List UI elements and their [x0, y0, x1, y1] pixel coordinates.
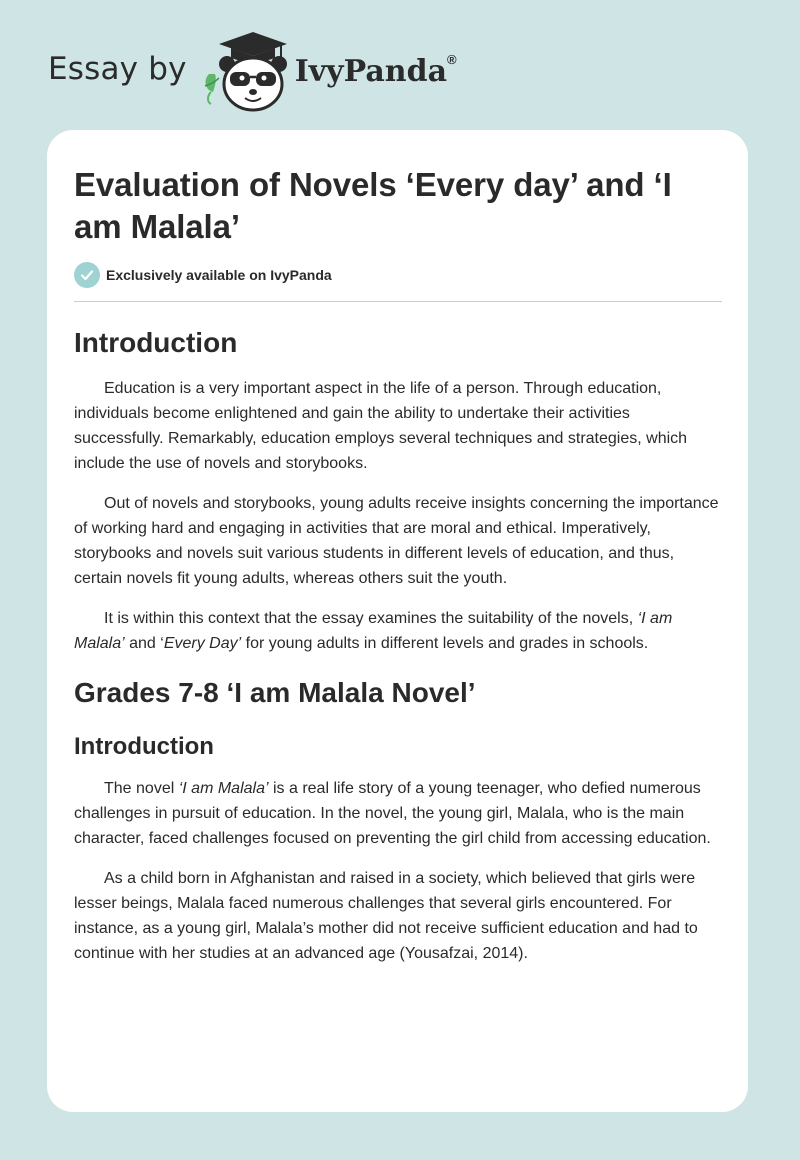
essay-by-label: Essay by [48, 51, 187, 87]
site-header [48, 30, 457, 114]
exclusive-badge [74, 262, 722, 288]
paragraph: It is within this context that the essay examines the suitability of the novels, ‘I am Malala’ and ‘Every Day’ for young adults in different levels and grades in schools. [74, 610, 673, 652]
subheading-introduction: Introduction [74, 733, 214, 760]
paragraph: The novel ‘I am Malala’ is a real life story of a young teenager, who defied numerous challenges in pursuit of education. In the novel, the young girl, Malala, who is the main character, faced challenges focused on preventing the girl child from accessing education. [74, 780, 711, 847]
article-card [47, 130, 748, 1112]
paragraph: Out of novels and storybooks, young adults receive insights concerning the importance of working hard and engaging in activities that are moral and ethical. Imperatively, storybooks and novels suit various students in different levels of education, and thus, certain novels fit young adults, whereas others suit the youth. [74, 495, 719, 587]
badge-text: Exclusively available on IvyPanda [106, 267, 332, 283]
divider [74, 301, 722, 302]
section-heading-grades: Grades 7-8 ‘I am Malala Novel’ [74, 677, 476, 708]
article-title: Evaluation of Novels ‘Every day’ and ‘I am Malala’ [74, 166, 672, 245]
check-icon [74, 262, 100, 288]
paragraph: As a child born in Afghanistan and raised in a society, which believed that girls were lesser beings, Malala faced numerous challenges that several girls encountered. For instance, as a young girl, Malala’s mother did not receive sufficient education and had to continue with her studies at an advanced age (Yousafzai, 2014). [74, 870, 698, 962]
panda-logo-icon[interactable] [201, 30, 293, 114]
brand-name[interactable]: IvyPanda® [294, 51, 457, 89]
paragraph: Education is a very important aspect in the life of a person. Through education, individuals become enlightened and gain the ability to undertake their activities successfully. Remarkably, education employs several techniques and strategies, which include the use of novels and storybooks. [74, 380, 688, 472]
section-heading-introduction: Introduction [74, 327, 238, 358]
